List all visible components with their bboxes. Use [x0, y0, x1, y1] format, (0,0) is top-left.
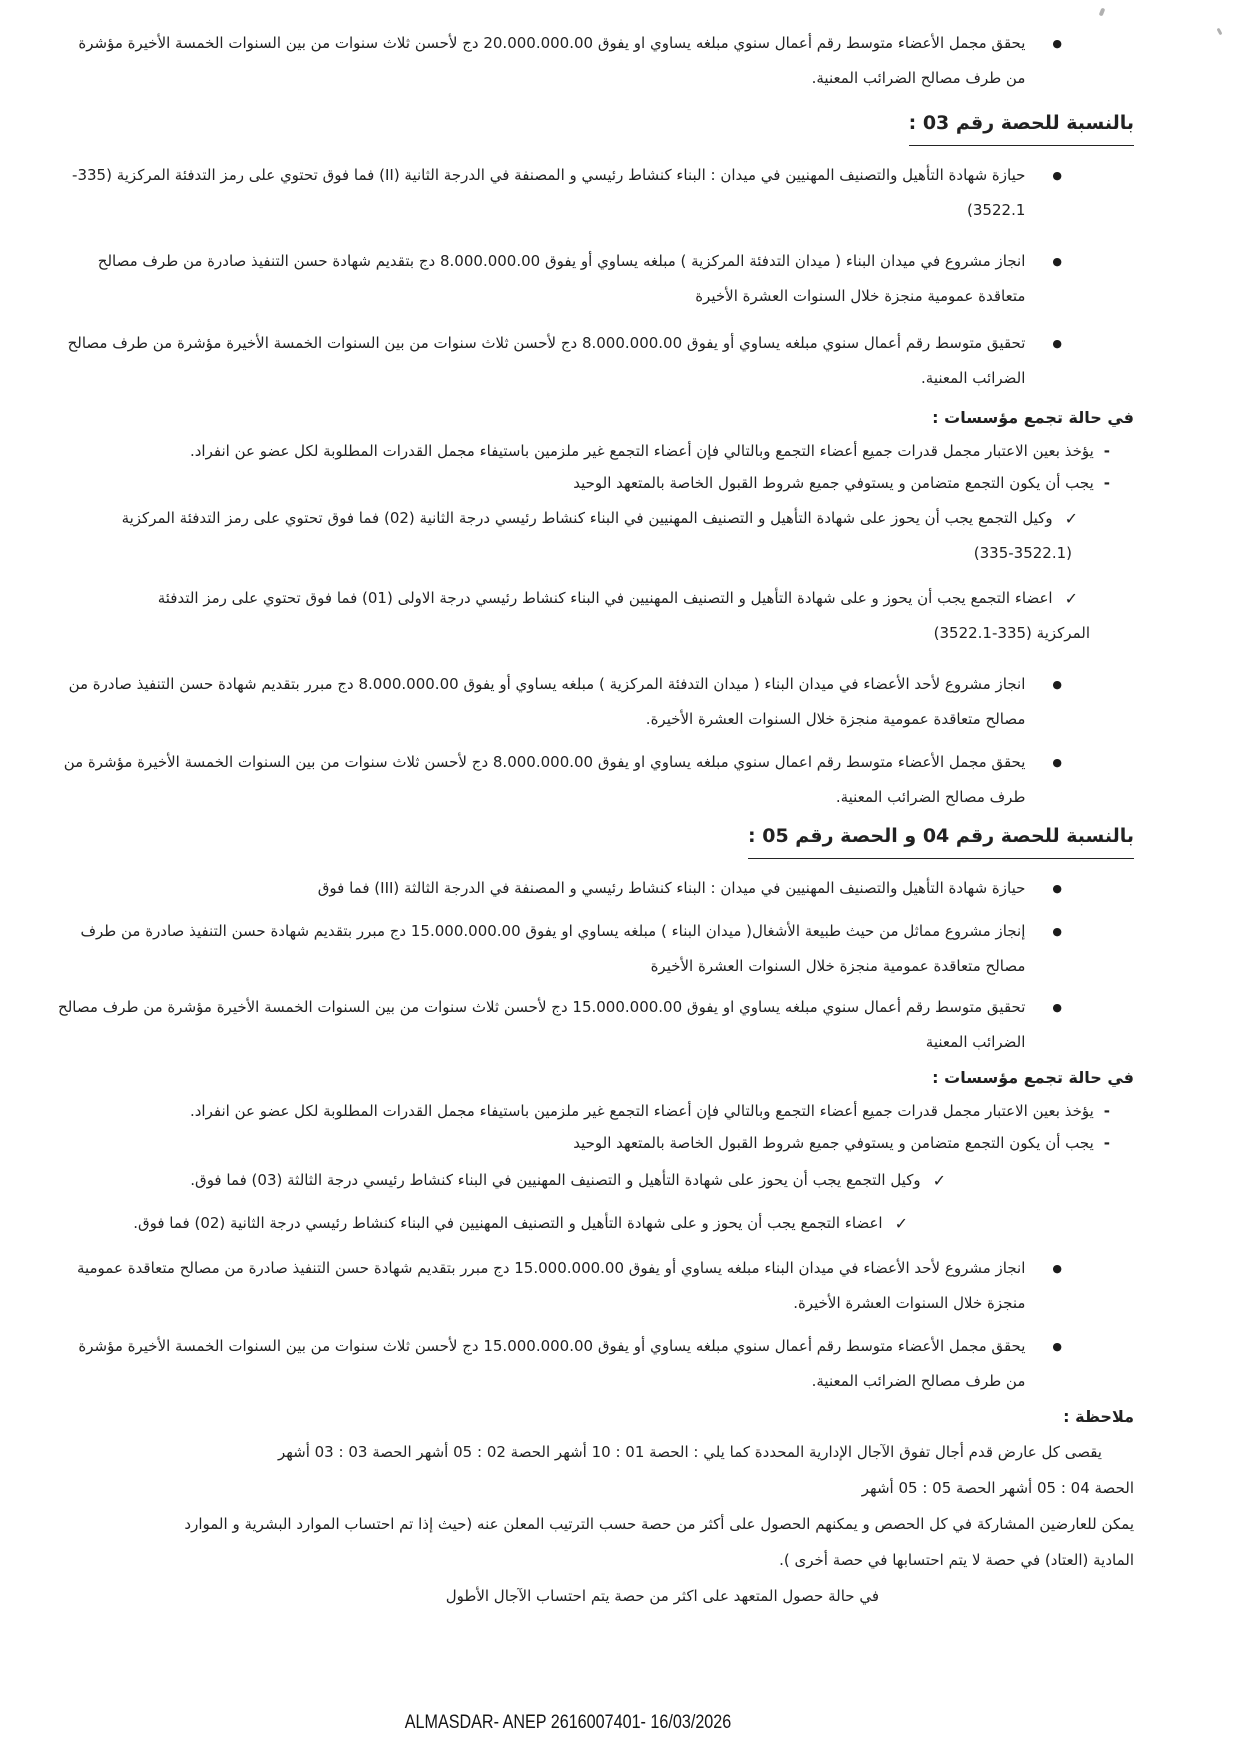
list-item-text: وكيل التجمع يجب أن يحوز على شهادة التأهيل و التصنيف المهنيين في البناء كنشاط رئيسي درجة الثانية (02) فما فوق تحتوي على رمز التدفئة المركزية: [121, 509, 1053, 527]
list-item: [58, 501, 1078, 536]
list-item-text: تحقيق متوسط رقم أعمال سنوي مبلغه يساوي او يفوق 15.000.000.00 دج لأحسن ثلاث سنوات من بين السنوات الخمسة الأخيرة مؤشرة من طرف مصالح الضرائب المعنية: [58, 998, 1026, 1051]
list-item: [58, 244, 1062, 314]
dash-icon: -: [1103, 1102, 1110, 1120]
check-icon: ✓: [894, 1214, 908, 1233]
list-item: [58, 435, 1110, 467]
dash-icon: -: [1103, 442, 1110, 460]
check-icon: ✓: [1064, 509, 1078, 528]
list-item-text: انجاز مشروع لأحد الأعضاء في ميدان البناء ( ميدان التدفئة المركزية ) مبلغه يساوي أو يفوق 8.000.000.00 دج مبرر بتقديم شهادة حسن التنفيذ صادرة من مصالح متعاقدة عمومية منجزة خلال السنوات العشرة الأخيرة.: [68, 675, 1026, 728]
bullet-icon: ●: [1052, 37, 1062, 50]
bullet-icon: ●: [1052, 169, 1062, 182]
list-item: [58, 914, 1062, 984]
check-icon: ✓: [1064, 589, 1078, 608]
bullet-icon: ●: [1052, 255, 1062, 268]
list-item-text: تحقيق متوسط رقم أعمال سنوي مبلغه يساوي أو يفوق 8.000.000.00 دج لأحسن ثلاث سنوات من بين السنوات الخمسة الأخيرة مؤشرة من طرف مصالح الضرائب المعنية.: [67, 334, 1026, 387]
group-title: في حالة تجمع مؤسسات :: [932, 1068, 1134, 1087]
list-item-text: حيازة شهادة التأهيل والتصنيف المهنيين في ميدان : البناء كنشاط رئيسي و المصنفة في الدرجة الثانية (II) فما فوق تحتوي على رمز التدفئة المركزية (335-3522.1): [72, 166, 1026, 219]
list-item: [58, 871, 1062, 906]
list-item: [58, 467, 1110, 499]
list-item: [58, 326, 1062, 396]
list-item: [58, 581, 1078, 616]
bullet-icon: ●: [1052, 678, 1062, 691]
bullet-icon: ●: [1052, 756, 1062, 769]
list-item-text: يحقق مجمل الأعضاء متوسط رقم أعمال سنوي مبلغه يساوي أو يفوق 15.000.000.00 دج لأحسن ثلاث سنوات من بين السنوات الخمسة الأخيرة مؤشرة من طرف مصالح الضرائب المعنية.: [78, 1337, 1026, 1390]
list-item-text: يؤخذ بعين الاعتبار مجمل قدرات جميع أعضاء التجمع وبالتالي فإن أعضاء التجمع غير ملزمين باستيفاء مجمل القدرات المطلوبة لكل عضو عن انفراد.: [189, 442, 1094, 460]
check-icon: ✓: [932, 1171, 946, 1190]
page-content: [58, 26, 1134, 1614]
list-item-text: إنجاز مشروع مماثل من حيث طبيعة الأشغال( ميدان البناء ) مبلغه يساوي او يفوق 15.000.000.00 دج مبرر بتقديم شهادة حسن التنفيذ صادرة من طرف مصالح متعاقدة عمومية منجزة خلال السنوات العشرة الأخيرة: [80, 922, 1026, 975]
list-item: [58, 1251, 1062, 1321]
list-item: [58, 1127, 1110, 1159]
section-heading-text: بالنسبة للحصة رقم 03 :: [909, 104, 1134, 146]
list-item-text: يجب أن يكون التجمع متضامن و يستوفي جميع شروط القبول الخاصة بالمتعهد الوحيد: [573, 1134, 1094, 1152]
section-heading-lot03: [58, 104, 1134, 146]
bullet-icon: ●: [1052, 925, 1062, 938]
list-item-text: يحقق مجمل الأعضاء متوسط رقم اعمال سنوي مبلغه يساوي او يفوق 8.000.000.00 دج لأحسن ثلاث سنوات من بين السنوات الخمسة الأخيرة مؤشرة من طرف مصالح الضرائب المعنية.: [63, 753, 1026, 806]
dash-icon: -: [1103, 1134, 1110, 1152]
bullet-icon: ●: [1052, 1001, 1062, 1014]
dash-icon: -: [1103, 474, 1110, 492]
list-item: [58, 1095, 1110, 1127]
note-title: ملاحظة :: [1063, 1407, 1134, 1426]
footer-anep-reference: ALMASDAR- ANEP 2616007401- 16/03/2026: [404, 1712, 732, 1733]
list-item-text: وكيل التجمع يجب أن يحوز على شهادة التأهيل و التصنيف المهنيين في البناء كنشاط رئيسي درجة الثالثة (03) فما فوق.: [190, 1171, 921, 1189]
list-item: [58, 158, 1062, 228]
bullet-icon: ●: [1052, 882, 1062, 895]
section-heading-text: بالنسبة للحصة رقم 04 و الحصة رقم 05 :: [748, 817, 1134, 859]
list-item: [58, 26, 1062, 96]
list-item-text: يجب أن يكون التجمع متضامن و يستوفي جميع شروط القبول الخاصة بالمتعهد الوحيد: [573, 474, 1094, 492]
bullet-icon: ●: [1052, 337, 1062, 350]
list-item-text: انجاز مشروع لأحد الأعضاء في ميدان البناء مبلغه يساوي أو يفوق 15.000.000.00 دج مبرر بتقديم شهادة حسن التنفيذ صادرة من مصالح متعاقدة عمومية منجزة خلال السنوات العشرة الأخيرة.: [76, 1259, 1026, 1312]
list-item-text: يؤخذ بعين الاعتبار مجمل قدرات جميع أعضاء التجمع وبالتالي فإن أعضاء التجمع غير ملزمين باستيفاء مجمل القدرات المطلوبة لكل عضو عن انفراد.: [189, 1102, 1094, 1120]
bullet-icon: ●: [1052, 1262, 1062, 1275]
section-heading-lot04-05: [58, 817, 1134, 859]
note-line: يقصى كل عارض قدم أجال تفوق الآجال الإدارية المحددة كما يلي : الحصة 01 : 10 أشهر الحصة 02 : 05 أشهر الحصة 03 : 03 أشهر: [277, 1443, 1102, 1461]
list-item: [58, 667, 1062, 737]
note-line: المادية (العتاد) في حصة لا يتم احتسابها في حصة أخرى ).: [779, 1551, 1134, 1569]
group-title: في حالة تجمع مؤسسات :: [932, 408, 1134, 427]
list-item-text: اعضاء التجمع يجب أن يحوز و على شهادة التأهيل و التصنيف المهنيين في البناء كنشاط رئيسي درجة الثانية (02) فما فوق.: [133, 1214, 883, 1232]
list-item-text: يحقق مجمل الأعضاء متوسط رقم أعمال سنوي مبلغه يساوي او يفوق 20.000.000.00 دج لأحسن ثلاث سنوات من بين السنوات الخمسة الأخيرة مؤشرة من طرف مصالح الضرائب المعنية.: [78, 34, 1026, 87]
list-item: [58, 1329, 1062, 1399]
list-item: [58, 1206, 908, 1241]
list-item-text: اعضاء التجمع يجب أن يحوز و على شهادة التأهيل و التصنيف المهنيين في البناء كنشاط رئيسي درجة الاولى (01) فما فوق تحتوي على رمز التدفئة: [157, 589, 1053, 607]
scan-artifact: [1099, 8, 1106, 17]
bullet-icon: ●: [1052, 1340, 1062, 1353]
list-item: [58, 745, 1062, 815]
note-line: الحصة 04 : 05 أشهر الحصة 05 : 05 أشهر: [861, 1479, 1134, 1497]
qualification-code: المركزية (335-3522.1): [933, 624, 1090, 642]
note-line: في حالة حصول المتعهد على اكثر من حصة يتم احتساب الآجال الأطول: [445, 1587, 879, 1605]
scan-artifact: [1217, 28, 1223, 36]
list-item: [58, 1163, 946, 1198]
list-item: [58, 990, 1062, 1060]
list-item-text: حيازة شهادة التأهيل والتصنيف المهنيين في ميدان : البناء كنشاط رئيسي و المصنفة في الدرجة الثالثة (III) فما فوق: [317, 879, 1026, 897]
list-item-text: انجاز مشروع في ميدان البناء ( ميدان التدفئة المركزية ) مبلغه يساوي أو يفوق 8.000.000.00 دج بتقديم شهادة حسن التنفيذ صادرة من طرف مصالح متعاقدة عمومية منجزة خلال السنوات العشرة الأخيرة: [97, 252, 1026, 305]
qualification-code: (335-3522.1): [973, 544, 1072, 562]
note-line: يمكن للعارضين المشاركة في كل الحصص و يمكنهم الحصول على أكثر من حصة حسب الترتيب المعلن عنه (حيث إذا تم احتساب الموارد البشرية و الموارد: [184, 1515, 1134, 1533]
